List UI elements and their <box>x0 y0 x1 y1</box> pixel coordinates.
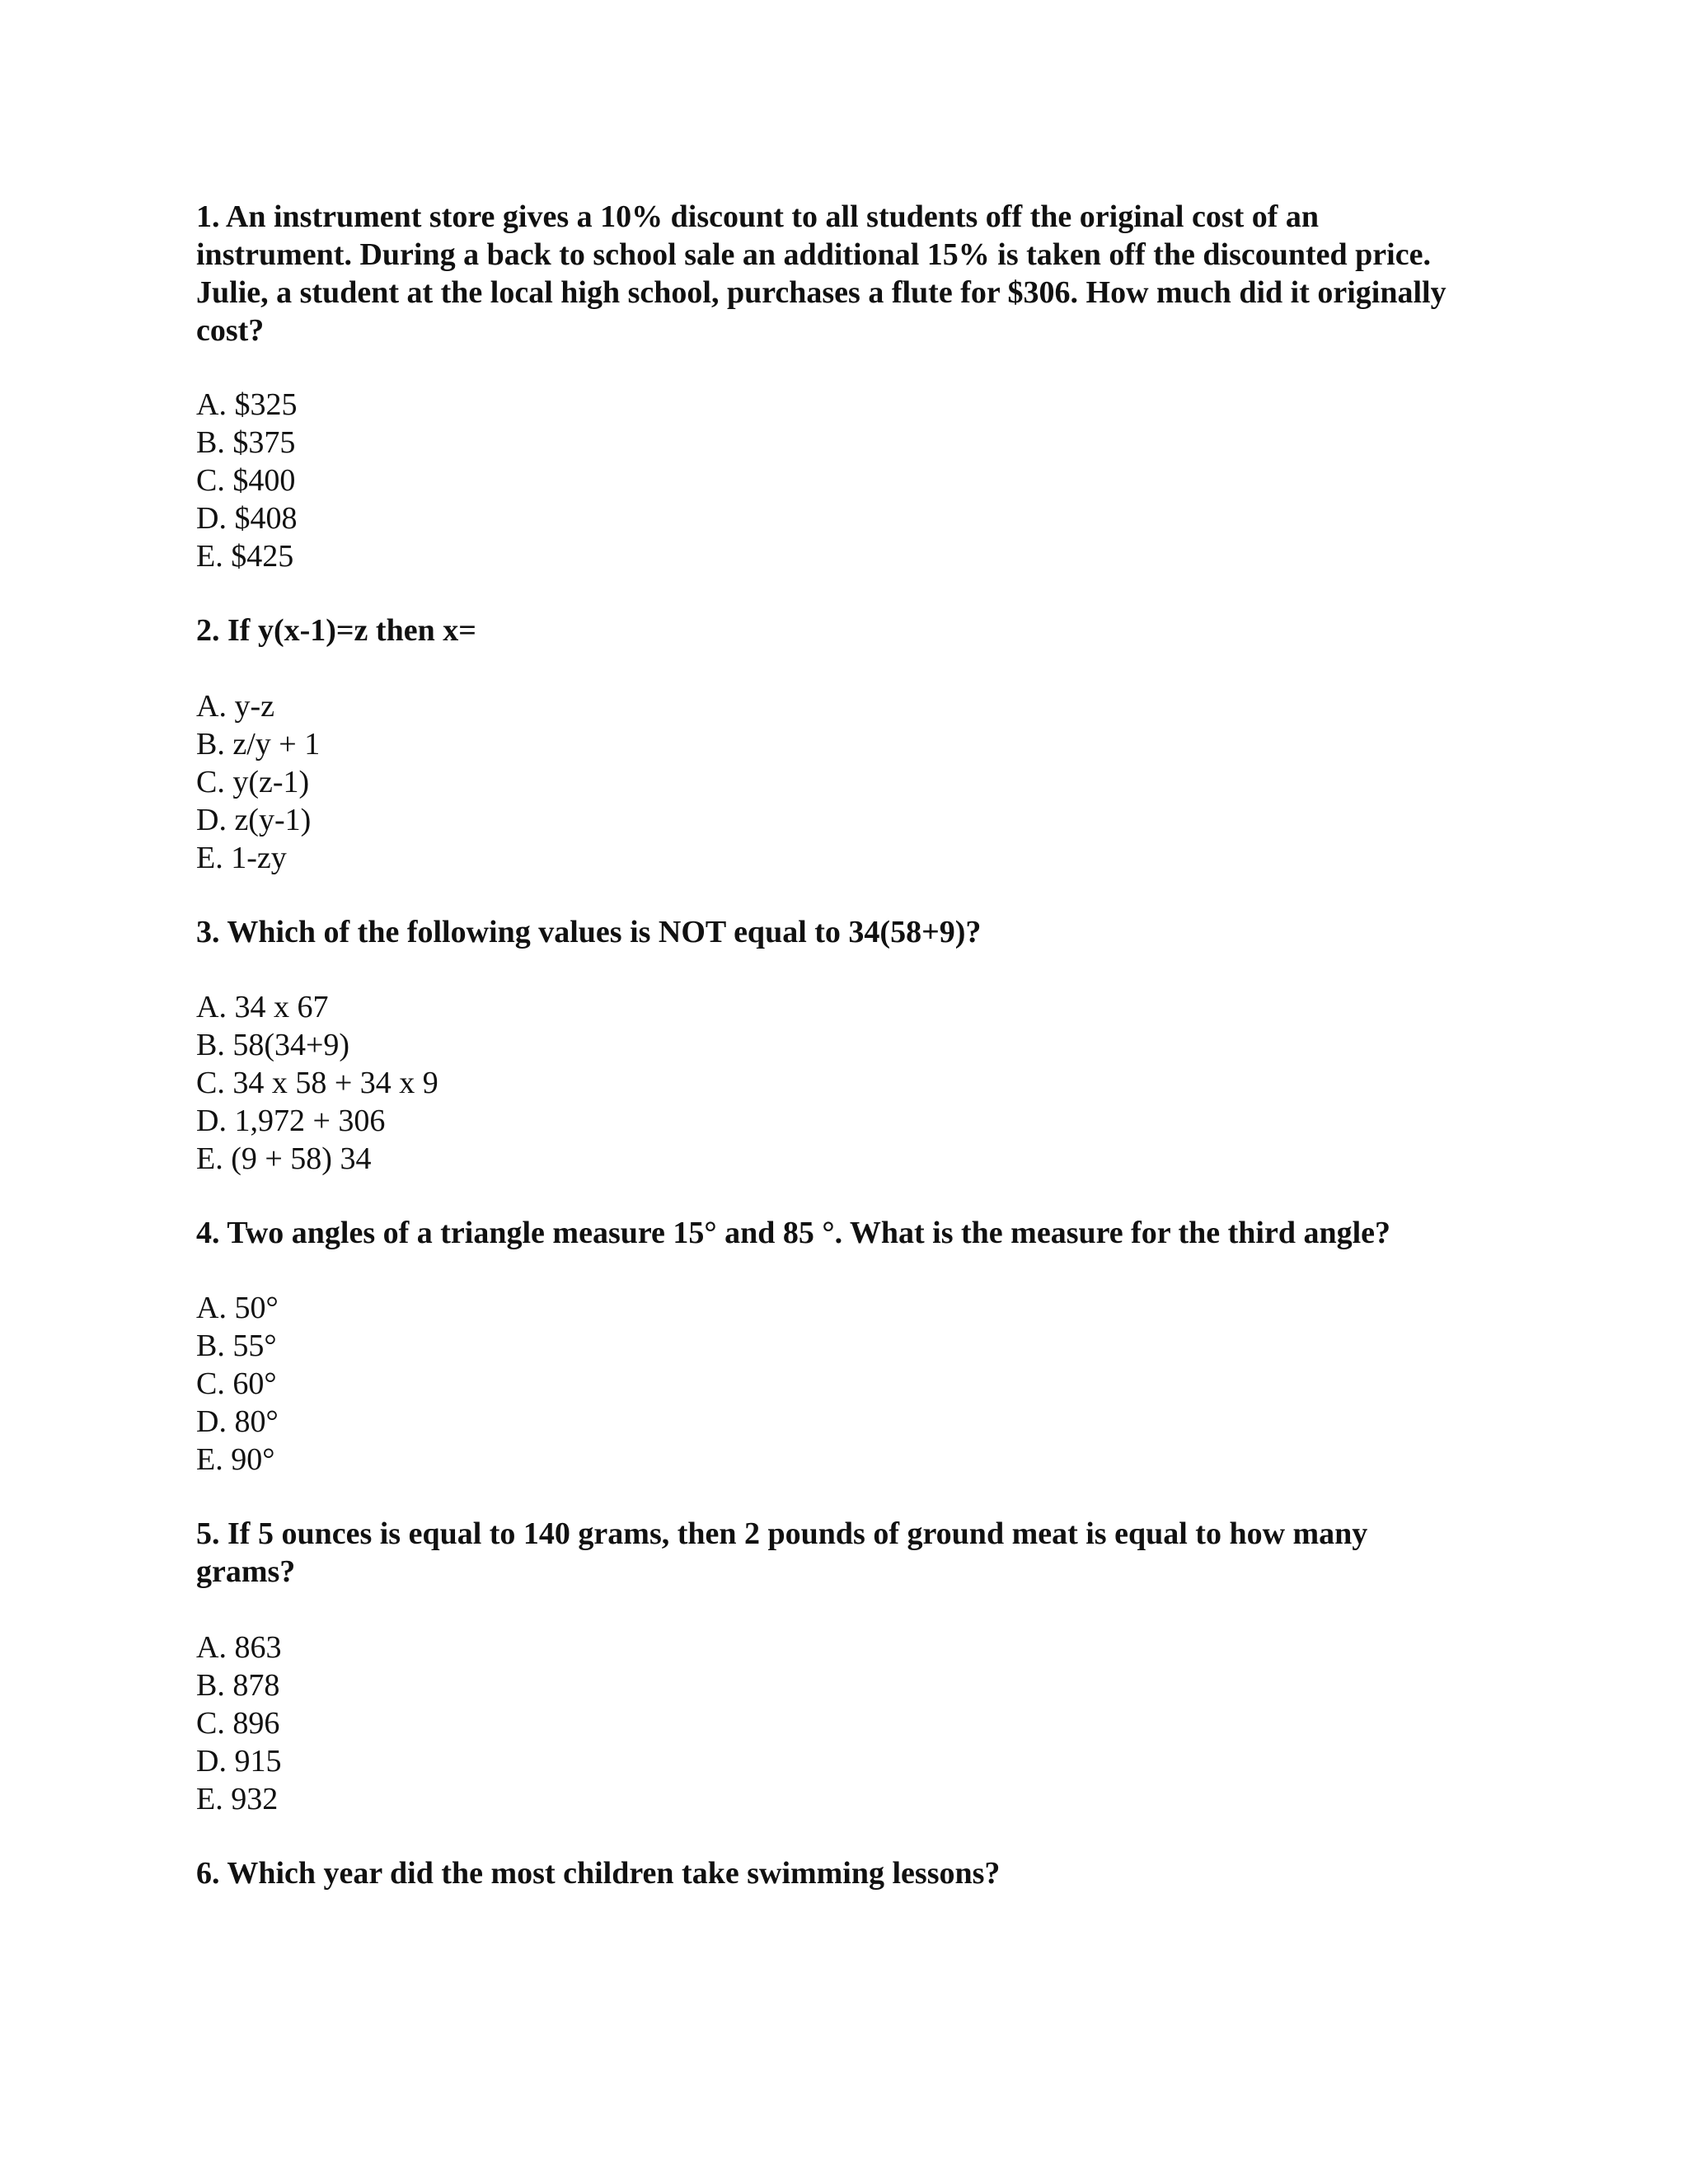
question-4-text: 4. Two angles of a triangle measure 15° and 85 °. What is the measure for the third angle? <box>196 1216 1391 1250</box>
option-3a: A. 34 x 67 <box>196 990 329 1024</box>
question-1-options <box>196 386 297 575</box>
option-5c: C. 896 <box>196 1706 280 1741</box>
option-5a: A. 863 <box>196 1630 282 1665</box>
option-1a: A. $325 <box>196 387 298 422</box>
question-4-options <box>196 1289 279 1479</box>
option-2b: B. z/y + 1 <box>196 727 321 762</box>
option-3e: E. (9 + 58) 34 <box>196 1141 372 1176</box>
question-3-options <box>196 988 438 1178</box>
option-3b: B. 58(34+9) <box>196 1028 350 1062</box>
option-4b: B. 55° <box>196 1329 277 1363</box>
option-4d: D. 80° <box>196 1404 279 1439</box>
question-6-text: 6. Which year did the most children take swimming lessons? <box>196 1856 1001 1891</box>
question-5-text: 5. If 5 ounces is equal to 140 grams, then 2 pounds of ground meat is equal to how many grams? <box>196 1516 1368 1589</box>
question-1-text: 1. An instrument store gives a 10% discount to all students off the original cost of an instrument. During a back to school sale an additional 15% is taken off the discounted price. Julie, a student at the local high school, purchases a flute for $306. How much did it originally cost? <box>196 199 1447 348</box>
option-3c: C. 34 x 58 + 34 x 9 <box>196 1066 438 1100</box>
option-4e: E. 90° <box>196 1442 275 1477</box>
question-3-text: 3. Which of the following values is NOT equal to 34(58+9)? <box>196 915 982 949</box>
option-5d: D. 915 <box>196 1744 282 1779</box>
option-1d: D. $408 <box>196 501 298 536</box>
option-2c: C. y(z-1) <box>196 765 310 799</box>
option-2a: A. y-z <box>196 689 274 724</box>
option-1b: B. $375 <box>196 425 296 460</box>
option-5b: B. 878 <box>196 1668 280 1703</box>
question-2-text: 2. If y(x-1)=z then x= <box>196 613 476 648</box>
option-4a: A. 50° <box>196 1291 279 1325</box>
question-2-options <box>196 687 320 877</box>
option-3d: D. 1,972 + 306 <box>196 1104 386 1138</box>
option-4c: C. 60° <box>196 1366 277 1401</box>
option-5e: E. 932 <box>196 1782 279 1816</box>
option-1c: C. $400 <box>196 463 296 498</box>
question-5-options <box>196 1629 281 1818</box>
option-2d: D. z(y-1) <box>196 803 312 837</box>
option-2e: E. 1-zy <box>196 841 287 875</box>
option-1e: E. $425 <box>196 539 294 574</box>
